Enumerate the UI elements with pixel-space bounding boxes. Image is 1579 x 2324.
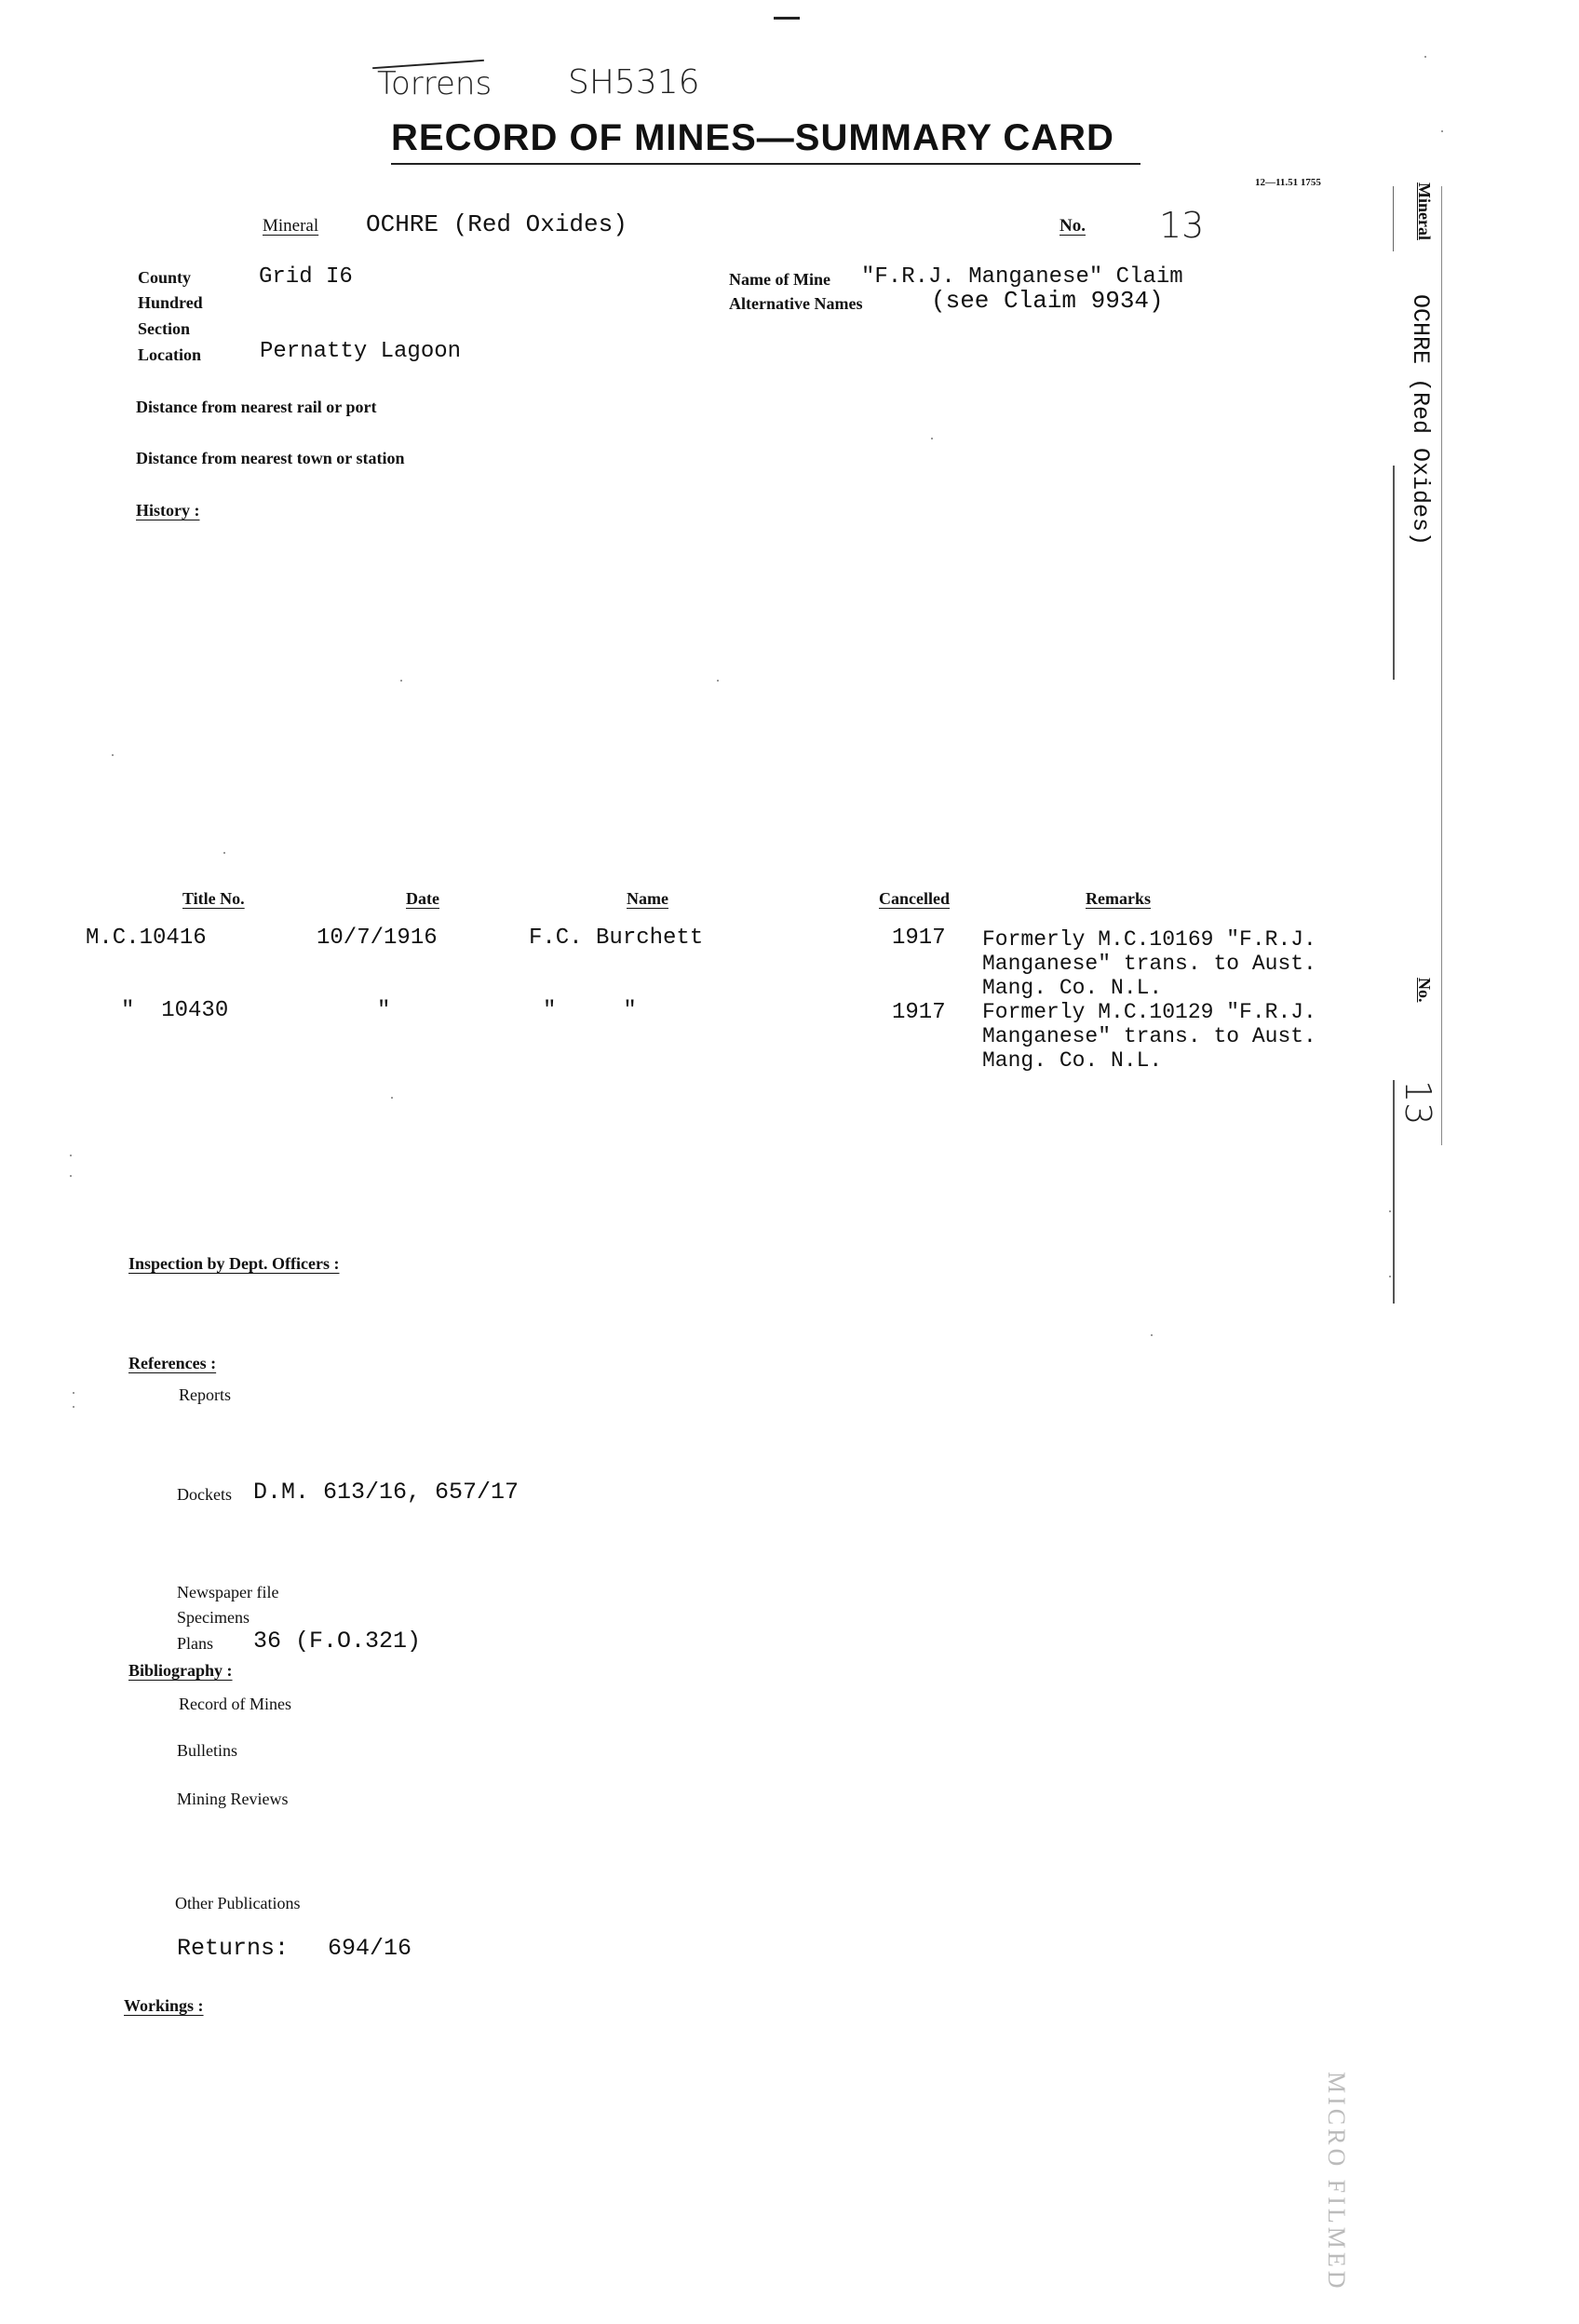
- scan-speck: [1424, 56, 1426, 58]
- location-value: Pernatty Lagoon: [260, 339, 462, 364]
- mineral-value: OCHRE (Red Oxides): [366, 210, 628, 238]
- scan-speck: [400, 680, 402, 682]
- scan-speck: [1389, 1210, 1391, 1212]
- inspection-label: Inspection by Dept. Officers :: [128, 1254, 340, 1273]
- bibliography-label: Bibliography :: [128, 1661, 233, 1680]
- scan-speck: [73, 1392, 74, 1394]
- scan-speck: [73, 1406, 74, 1408]
- mineral-label: Mineral: [263, 216, 319, 236]
- history-label: History :: [136, 501, 200, 520]
- plans-value: 36 (F.O.321): [253, 1628, 422, 1655]
- table-row-1-name: F.C. Burchett: [529, 926, 704, 951]
- col-header-cancelled: Cancelled: [879, 889, 950, 908]
- handwritten-sheet-number: SH5316: [568, 63, 700, 101]
- distance-town-label: Distance from nearest town or station: [136, 449, 405, 467]
- table-row-1-date: 10/7/1916: [317, 926, 438, 951]
- scan-speck: [1151, 1334, 1153, 1336]
- number-label: No.: [1059, 216, 1086, 236]
- scan-speck: [112, 754, 114, 756]
- col-header-title-no: Title No.: [182, 889, 245, 908]
- newspaper-file-label: Newspaper file: [177, 1583, 279, 1601]
- county-label: County: [138, 268, 192, 287]
- table-row-1-title-no: M.C.10416: [86, 926, 207, 951]
- table-row-2-title-no: " 10430: [121, 998, 229, 1023]
- bulletins-label: Bulletins: [177, 1741, 238, 1760]
- col-header-name: Name: [627, 889, 668, 908]
- other-publications-label: Other Publications: [175, 1894, 301, 1912]
- table-row-1-cancelled: 1917: [892, 926, 946, 951]
- alternative-names-label: Alternative Names: [729, 294, 863, 313]
- top-dash: [774, 17, 800, 20]
- scan-speck: [70, 1155, 72, 1156]
- table-row-2-name: " ": [543, 998, 637, 1023]
- print-code: 12—11.51 1755: [1255, 177, 1321, 188]
- side-tab-border-left-mid: [1393, 466, 1395, 680]
- scan-speck: [223, 852, 225, 854]
- table-row-2-cancelled: 1917: [892, 1000, 946, 1025]
- section-label: Section: [138, 319, 190, 338]
- references-label: References :: [128, 1354, 217, 1372]
- table-row-2-date: ": [377, 998, 391, 1023]
- scan-speck: [1441, 130, 1443, 132]
- scan-speck: [1389, 1276, 1391, 1277]
- scan-speck: [717, 680, 719, 682]
- microfilmed-stamp: MICRO FILMED: [1323, 2072, 1350, 2292]
- scan-speck: [931, 438, 933, 439]
- title-underline: [391, 163, 1140, 165]
- scan-speck: [70, 1175, 72, 1177]
- side-tab-border-left-top: [1393, 186, 1394, 251]
- side-tab-border-left-bottom: [1393, 1080, 1395, 1304]
- specimens-label: Specimens: [177, 1608, 250, 1627]
- side-tab-no-value: 13: [1397, 1080, 1438, 1126]
- table-row-2-remarks: Formerly M.C.10129 "F.R.J. Manganese" trans. to Aust. Mang. Co. N.L.: [982, 1000, 1316, 1073]
- reports-label: Reports: [179, 1385, 231, 1404]
- number-value: 13: [1159, 205, 1205, 246]
- mine-name-label: Name of Mine: [729, 270, 830, 289]
- side-tab-mineral-label: Mineral: [1415, 182, 1434, 240]
- page-title: RECORD OF MINES—SUMMARY CARD: [391, 117, 1114, 158]
- returns-label: Returns:: [177, 1935, 290, 1962]
- hundred-label: Hundred: [138, 293, 203, 312]
- alternative-names-value: (see Claim 9934): [931, 287, 1164, 315]
- record-of-mines-label: Record of Mines: [179, 1695, 291, 1713]
- dockets-value: D.M. 613/16, 657/17: [253, 1479, 520, 1506]
- location-label: Location: [138, 345, 202, 364]
- handwritten-torrens: Torrens: [377, 65, 493, 102]
- side-tab-mineral-value: OCHRE (Red Oxides): [1407, 294, 1434, 547]
- scan-speck: [391, 1097, 393, 1099]
- table-row-1-remarks: Formerly M.C.10169 "F.R.J. Manganese" trans. to Aust. Mang. Co. N.L.: [982, 927, 1316, 1000]
- workings-label: Workings :: [124, 1996, 204, 2015]
- distance-rail-label: Distance from nearest rail or port: [136, 398, 377, 416]
- county-value: Grid I6: [259, 264, 353, 290]
- mine-name-value: "F.R.J. Manganese" Claim: [861, 264, 1183, 290]
- col-header-remarks: Remarks: [1086, 889, 1151, 908]
- side-tab-no-label: No.: [1415, 978, 1434, 1003]
- plans-label: Plans: [177, 1634, 214, 1653]
- dockets-label: Dockets: [177, 1485, 232, 1504]
- side-tab-border-right: [1441, 186, 1442, 1145]
- returns-value: 694/16: [328, 1935, 412, 1962]
- mining-reviews-label: Mining Reviews: [177, 1790, 289, 1808]
- col-header-date: Date: [406, 889, 439, 908]
